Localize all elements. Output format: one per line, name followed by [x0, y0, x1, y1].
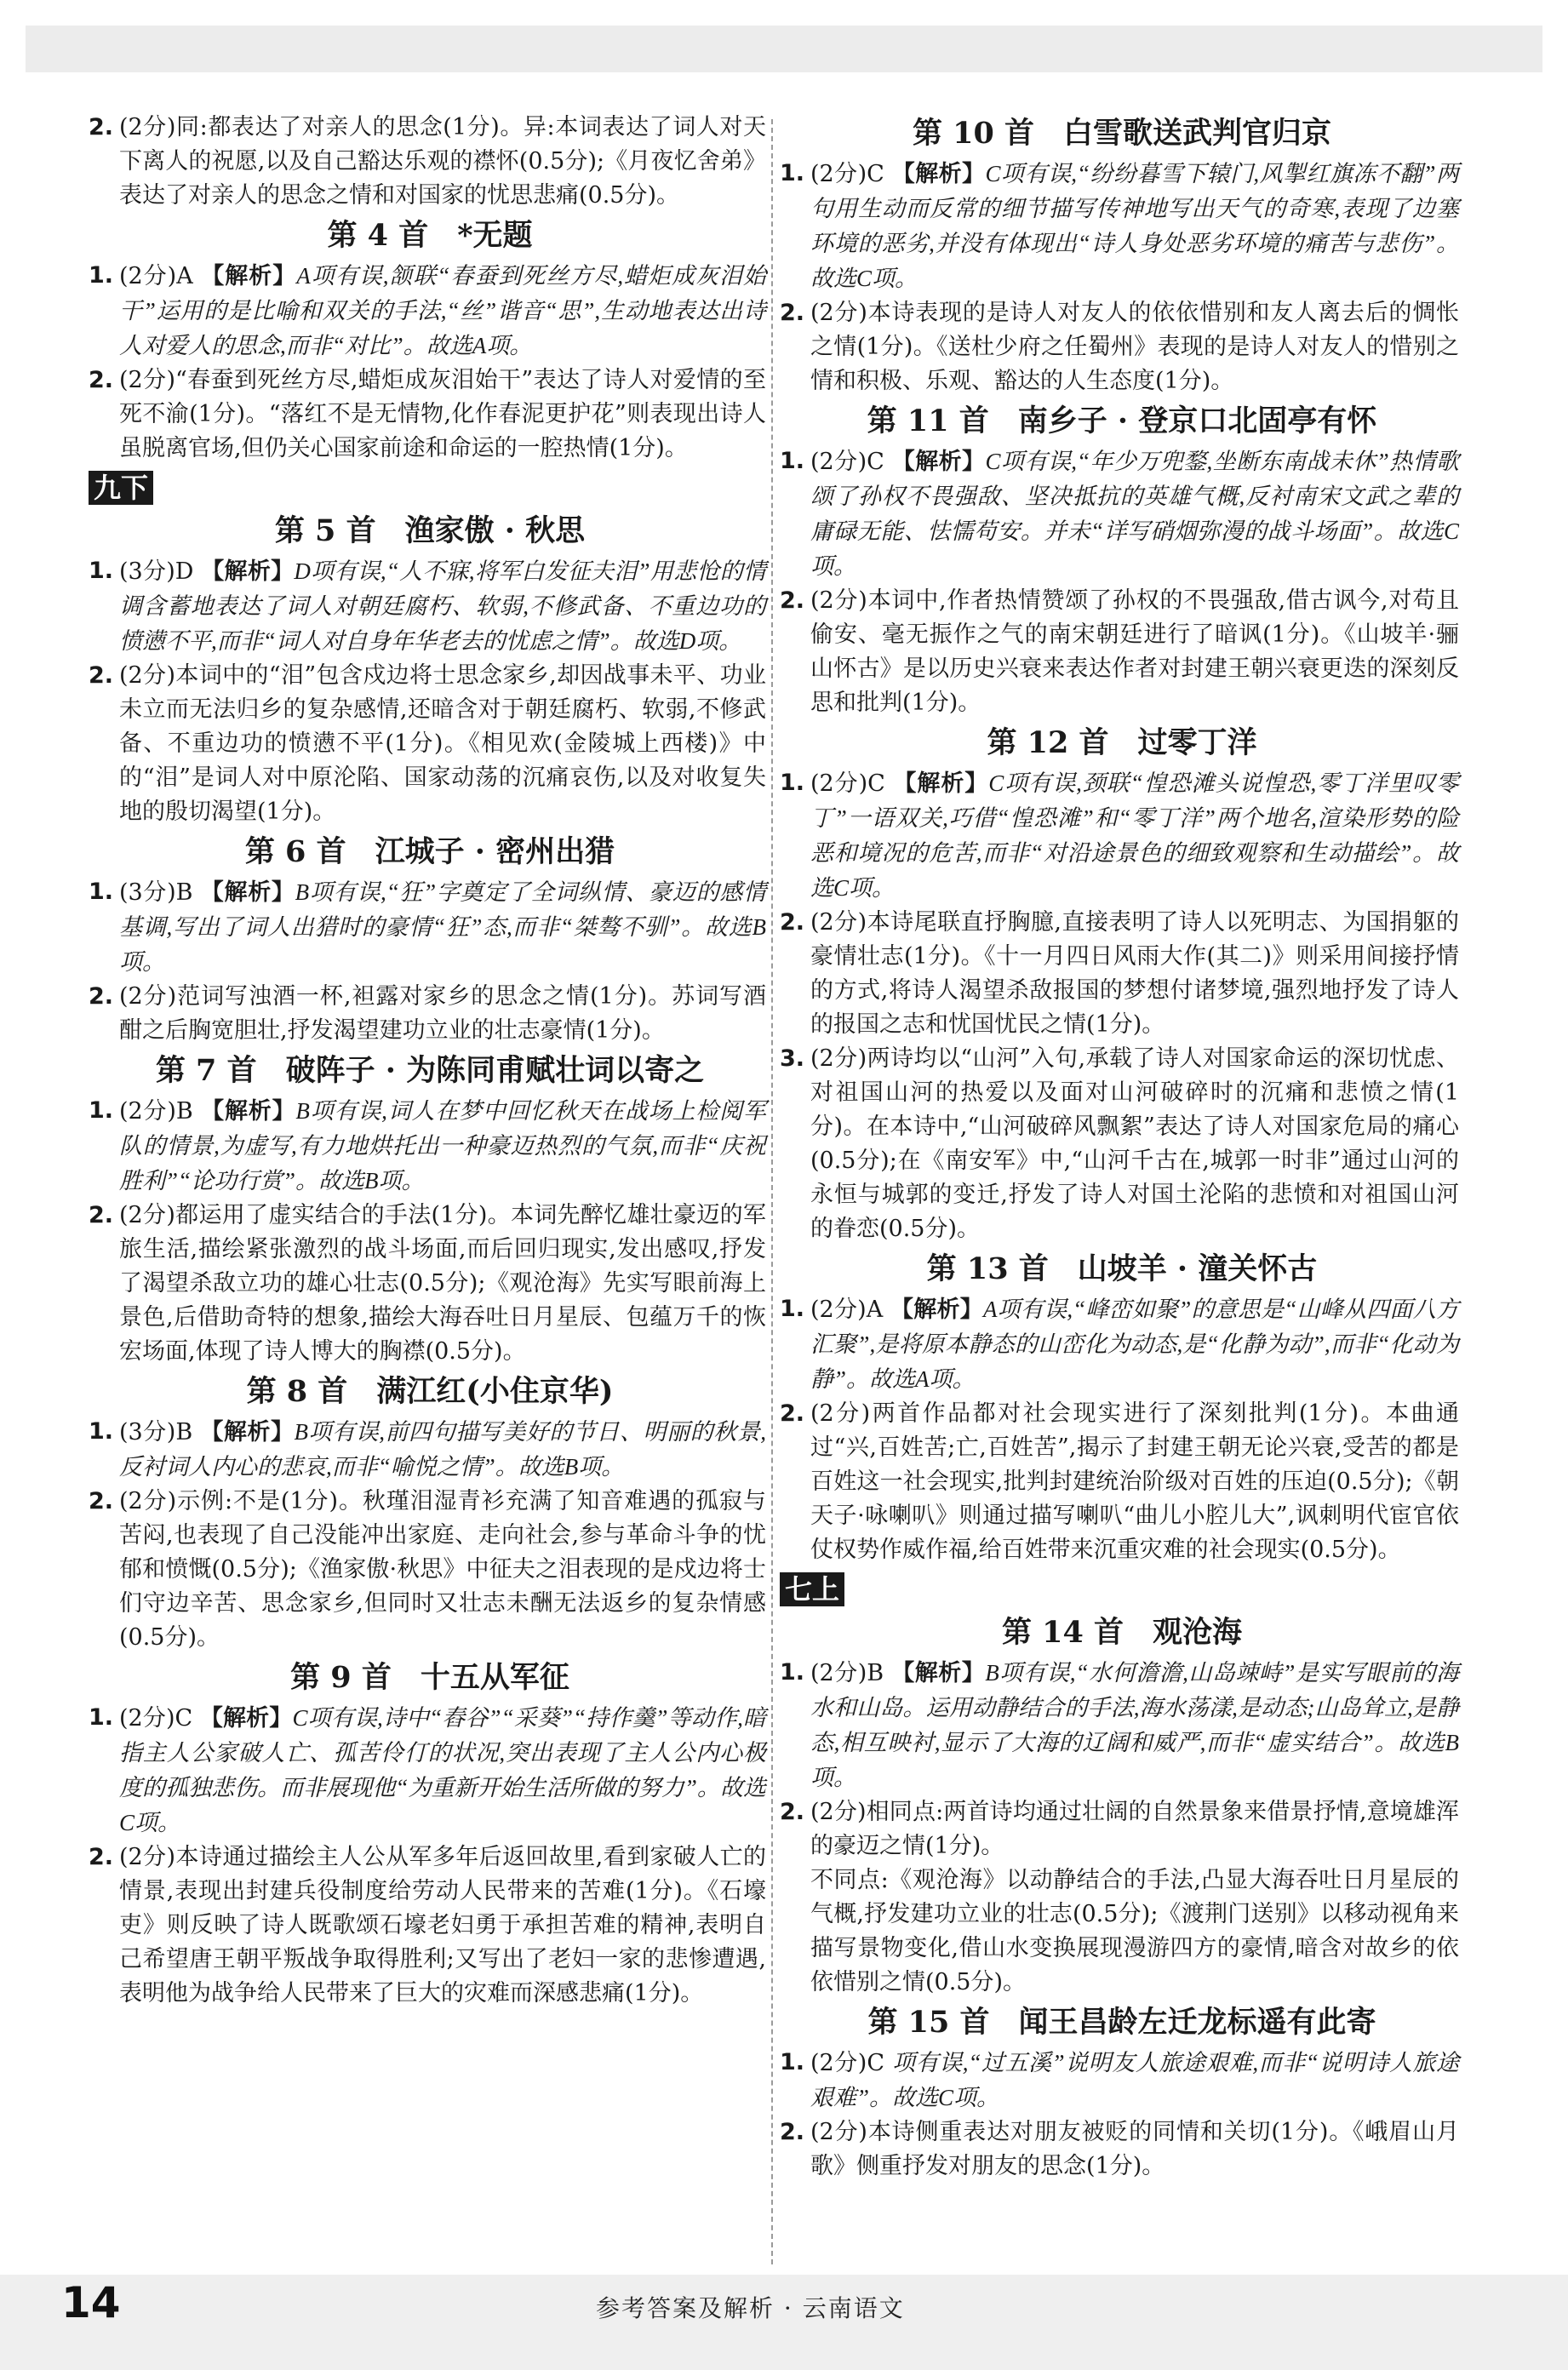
poem-title-8: 第 8 首 满江红(小住京华) [246, 1374, 614, 1409]
answer-item: 1. (2分)B 【解析】B项有误,“水何澹澹,山岛竦峙”是实写眼前的海水和山岛。运用动静结合的手法,海水荡漾,是动态;山岛耸立,是静态,相互映衬,显示了大海的辽阔和威严,而非“虚实结合”。故选B项。 [780, 1659, 1459, 1790]
right-column [780, 111, 1460, 2184]
page-number: 14 [61, 2278, 121, 2327]
poem-title-5: 第 5 首 渔家傲 · 秋思 [274, 513, 586, 548]
poem-title-7: 第 7 首 破阵子 · 为陈同甫赋壮词以寄之 [155, 1053, 705, 1088]
poem-title-12: 第 12 首 过零丁洋 [987, 725, 1257, 760]
answer-item: 1. (2分)C 项有误,“过五溪”说明友人旅途艰难,而非“说明诗人旅途艰难”。故选C项。 [780, 2049, 1459, 2110]
top-band [26, 26, 1542, 72]
answer-item: 1. (2分)A 【解析】A项有误,颔联“春蚕到死丝方尽,蜡炬成灰泪始干”运用的是比喻和双关的手法,“丝”谐音“思”,生动地表达出诗人对爱人的思念,而非“对比”。故选A项。 [89, 262, 767, 358]
answer-item: 2. (2分)范词写浊酒一杯,袒露对家乡的思念之情(1分)。苏词写酒酣之后胸宽胆壮,抒发渴望建功立业的壮志豪情(1分)。 [89, 983, 766, 1044]
poem-title-14: 第 14 首 观沧海 [1001, 1615, 1243, 1650]
answer-item: 1. (2分)C 【解析】C项有误,诗中“舂谷”“采葵”“持作羹”等动作,暗指主人公家破人亡、孤苦伶仃的状况,突出表现了主人公内心极度的孤独悲伤。而非展现他“为重新开始生活所做的努力”。故选C项。 [89, 1704, 766, 1835]
poem-title-10: 第 10 首 白雪歌送武判官归京 [912, 116, 1332, 151]
answer-item: 1. (3分)B 【解析】B项有误,“狂”字奠定了全词纵情、豪迈的感情基调,写出了词人出猎时的豪情“狂”态,而非“桀骜不驯”。故选B项。 [89, 879, 767, 975]
poem-title-4: 第 4 首 *无题 [327, 218, 533, 253]
footer-title: 参考答案及解析 · 云南语文 [596, 2294, 905, 2322]
answer-item: 1. (2分)C 【解析】C项有误,“纷纷暮雪下辕门,风掣红旗冻不翻”两句用生动而反常的细节描写传神地写出天气的奇寒,表现了边塞环境的恶劣,并没有体现出“诗人身处恶劣环境的痛苦与悲伤”。故选C项。 [780, 160, 1460, 291]
answer-item: 2. (2分)本词中的“泪”包含戍边将士思念家乡,却因战事未平、功业未立而无法归乡的复杂感情,还暗含对于朝廷腐朽、软弱,不修武备、不重边功的愤懑不平(1分)。《相见欢(金陵城上西楼)》中的“泪”是词人对中原沦陷、国家动荡的沉痛哀伤,以及对收复失地的殷切渴望(1分)。 [89, 662, 766, 825]
answer-item: 3. (2分)两诗均以“山河”入句,承载了诗人对国家命运的深切忧虑、对祖国山河的热爱以及面对山河破碎时的沉痛和悲愤之情(1分)。在本诗中,“山河破碎风飘絮”表达了诗人对国家危局的痛心(0.5分);在《南安军》中,“山河千古在,城郭一时非”通过山河的永恒与城郭的变迁,抒发了诗人对国土沦陷的悲愤和对祖国山河的眷恋(0.5分)。 [780, 1045, 1459, 1242]
answer-item: 2. (2分)本词中,作者热情赞颂了孙权的不畏强敌,借古讽今,对苟且偷安、毫无振作之气的南宋朝廷进行了暗讽(1分)。《山坡羊·骊山怀古》是以历史兴衰来表达作者对封建王朝兴衰更迭的深刻反思和批判(1分)。 [780, 587, 1459, 716]
section-badge-9xia: 九下 [89, 471, 153, 505]
left-column [89, 111, 767, 2011]
answer-item: 2. (2分)本诗表现的是诗人对友人的依依惜别和友人离去后的惆怅之情(1分)。《送杜少府之任蜀州》表现的是诗人对友人的惜别之情和积极、乐观、豁达的人生态度(1分)。 [780, 300, 1459, 394]
poem-title-11: 第 11 首 南乡子 · 登京口北固亭有怀 [867, 404, 1377, 438]
answer-item: 1. (2分)A 【解析】A项有误,“峰峦如聚”的意思是“山峰从四面八方汇聚”,是将原本静态的山峦化为动态,是“化静为动”,而非“化动为静”。故选A项。 [780, 1296, 1460, 1392]
poem-title-13: 第 13 首 山坡羊 · 潼关怀古 [926, 1251, 1318, 1286]
answer-item: 2. (2分)相同点:两首诗均通过壮阔的自然景象来借景抒情,意境雄浑的豪迈之情(1分)。 不同点:《观沧海》以动静结合的手法,凸显大海吞吐日月星辰的气概,抒发建功立业的壮志(0.5分);《渡荆门送别》以移动视角来描写景物变化,借山水变换展现漫游四方的豪情,暗含对故乡的依依惜别之情(0.5分)。 [780, 1799, 1459, 1995]
answer-item: 2. (2分)示例:不是(1分)。秋瑾泪湿青衫充满了知音难遇的孤寂与苦闷,也表现了自己没能冲出家庭、走向社会,参与革命斗争的忧郁和愤慨(0.5分);《渔家傲·秋思》中征夫之泪表现的是戍边将士们守边辛苦、思念家乡,但同时又壮志未酬无法返乡的复杂情感(0.5分)。 [89, 1488, 766, 1651]
answer-item: 1. (3分)D 【解析】D项有误,“人不寐,将军白发征夫泪”用悲怆的情调含蓄地表达了词人对朝廷腐朽、软弱,不修武备、不重边功的愤懑不平,而非“词人对自身年华老去的忧虑之情”。故选D项。 [89, 558, 767, 654]
column-divider [771, 119, 773, 2264]
answer-item: 2. (2分)都运用了虚实结合的手法(1分)。本词先醉忆雄壮豪迈的军旅生活,描绘紧张激烈的战斗场面,而后回归现实,发出感叹,抒发了渴望杀敌立功的雄心壮志(0.5分);《观沧海》先实写眼前海上景色,后借助奇特的想象,描绘大海吞吐日月星辰、包蕴万千的恢宏场面,体现了诗人博大的胸襟(0.5分)。 [89, 1202, 766, 1365]
answer-item: 2. (2分)本诗侧重表达对朋友被贬的同情和关切(1分)。《峨眉山月歌》侧重抒发对朋友的思念(1分)。 [780, 2119, 1459, 2179]
answer-item: 2. (2分)“春蚕到死丝方尽,蜡炬成灰泪始干”表达了诗人对爱情的至死不渝(1分)。“落红不是无情物,化作春泥更护花”则表现出诗人虽脱离官场,但仍关心国家前途和命运的一腔热情(1分)。 [89, 367, 766, 461]
answer-item: 2. (2分)本诗尾联直抒胸臆,直接表明了诗人以死明志、为国捐躯的豪情壮志(1分)。《十一月四日风雨大作(其二)》则采用间接抒情的方式,将诗人渴望杀敌报国的梦想付诸梦境,强烈地抒发了诗人的报国之志和忧国忧民之情(1分)。 [780, 909, 1459, 1038]
poem-title-6: 第 6 首 江城子 · 密州出猎 [244, 834, 615, 869]
answer-item: 2. (2分)同:都表达了对亲人的思念(1分)。异:本词表达了词人对天下离人的祝愿,以及自己豁达乐观的襟怀(0.5分);《月夜忆舍弟》表达了对亲人的思念之情和对国家的忧思悲痛(0.5分)。 [89, 114, 766, 209]
answer-item: 1. (3分)B 【解析】B项有误,前四句描写美好的节日、明丽的秋景,反衬词人内心的悲哀,而非“喻悦之情”。故选B项。 [89, 1418, 767, 1480]
answer-item: 1. (2分)B 【解析】B项有误,词人在梦中回忆秋天在战场上检阅军队的情景,为虚写,有力地烘托出一种豪迈热烈的气氛,而非“庆祝胜利”“论功行赏”。故选B项。 [89, 1097, 767, 1194]
poem-title-9: 第 9 首 十五从军征 [290, 1660, 569, 1695]
answer-item: 2. (2分)本诗通过描绘主人公从军多年后返回故里,看到家破人亡的情景,表现出封建兵役制度给劳动人民带来的苦难(1分)。《石壕吏》则反映了诗人既歌颂石壕老妇勇于承担苦难的精神,表明自己希望唐王朝平叛战争取得胜利;又写出了老妇一家的悲惨遭遇,表明他为战争给人民带来了巨大的灾难而深感悲痛(1分)。 [89, 1844, 766, 2006]
poem-title-15: 第 15 首 闻王昌龄左迁龙标遥有此寄 [867, 2005, 1376, 2040]
answer-item: 2. (2分)两首作品都对社会现实进行了深刻批判(1分)。本曲通过“兴,百姓苦;亡,百姓苦”,揭示了封建王朝无论兴衰,受苦的都是百姓这一社会现实,批判封建统治阶级对百姓的压迫(0.5分);《朝天子·咏喇叭》则通过描写喇叭“曲儿小腔儿大”,讽刺明代宦官依仗权势作威作福,给百姓带来沉重灾难的社会现实(0.5分)。 [780, 1400, 1459, 1563]
answer-item: 1. (2分)C 【解析】C项有误,颈联“惶恐滩头说惶恐,零丁洋里叹零丁”一语双关,巧借“惶恐滩”和“零丁洋”两个地名,渲染形势的险恶和境况的危苦,而非“对沿途景色的细致观察和生动描绘”。故选C项。 [780, 770, 1460, 901]
answer-item: 1. (2分)C 【解析】C项有误,“年少万兜鍪,坐断东南战未休”热情歌颂了孙权不畏强敌、坚决抵抗的英雄气概,反衬南宋文武之辈的庸碌无能、怯懦苟安。并未“详写硝烟弥漫的战斗场面”。故选C项。 [780, 448, 1460, 579]
section-badge-7shang: 七上 [780, 1572, 844, 1606]
